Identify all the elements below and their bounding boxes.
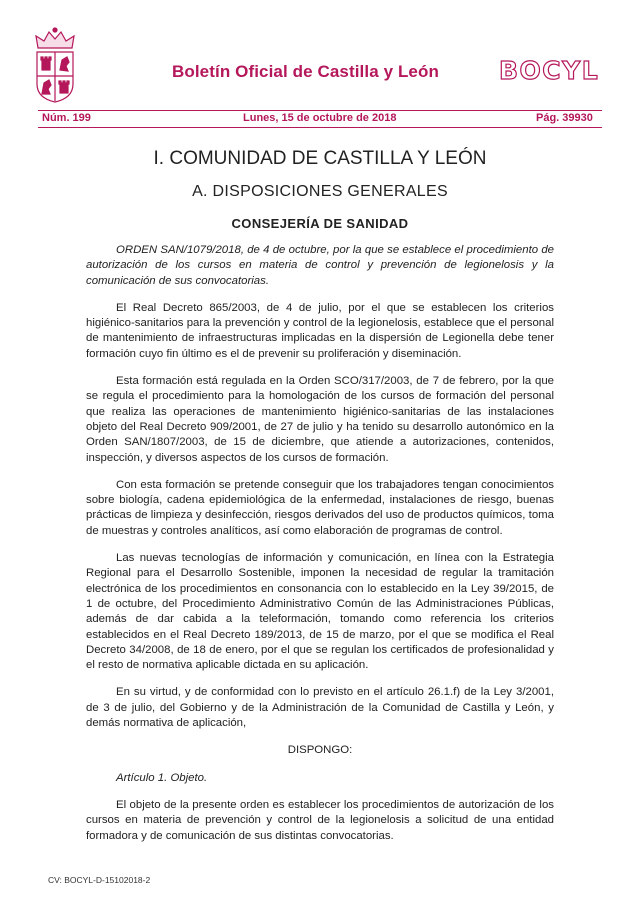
journal-title: Boletín Oficial de Castilla y León	[172, 62, 439, 81]
section-subtitle: A. DISPOSICIONES GENERALES	[192, 183, 448, 200]
coat-of-arms-logo	[30, 26, 80, 106]
paragraph: En su virtud, y de conformidad con lo previsto en el artículo 26.1.f) de la Ley 3/2001, de 3 de julio, del Gobierno y de la Administración de la Comunidad de Castilla y León, y demás normativa de aplicación,	[86, 686, 554, 730]
bocyl-logo-text: BOCYL	[499, 56, 600, 85]
page-number: Pág. 39930	[536, 112, 593, 124]
issue-date: Lunes, 15 de octubre de 2018	[243, 112, 397, 124]
paragraph: Las nuevas tecnologías de información y comunicación, en línea con la Estrategia Regional para el Desarrollo Sostenible, imponen la necesidad de regular la tramitación electrónica de los procedimientos en consonancia con lo establecido en la Ley 39/2015, de 1 de octubre, del Procedimiento Administrativo Común de las Administraciones Públicas, además de dar cabida a la teleformación, tomando como referencia los criterios establecidos en el Real Decreto 189/2013, de 15 de marzo, por el que se modifica el Real Decreto 34/2008, de 18 de enero, por el que se regulan los certificados de profesionalidad y el resto de normativa aplicable dictada en su aplicación.	[86, 552, 554, 672]
paragraph: El Real Decreto 865/2003, de 4 de julio, por el que se establecen los criterios higiénico-sanitarios para la prevención y control de la legionelosis, establece que el personal de mantenimiento de infraestructuras implicadas en la dispersión de Legionella debe tener formación cuyo fin último es el de prevenir su proliferación y diseminación.	[86, 301, 554, 360]
cv-code: CV: BOCYL-D-15102018-2	[48, 875, 151, 885]
paragraph: Esta formación está regulada en la Orden SCO/317/2003, de 7 de febrero, por la que se regula el procedimiento para la homologación de los cursos de formación del personal que realiza las operaciones de mantenimiento higiénico-sanitarias de las instalaciones objeto del Real Decreto 909/2001, de 27 de julio y ha tenido su desarrollo autonómico en la Orden SAN/1807/2003, de 15 de diciembre, que atiende a autorizaciones, contenidos, inspección, y diversos aspectos de los cursos de formación.	[86, 375, 554, 464]
document-body	[86, 243, 554, 856]
header-rule-top	[38, 110, 602, 111]
order-title: ORDEN SAN/1079/2018, de 4 de octubre, por la que se establece el procedimiento de autorización de los cursos en materia de control y prevención de legionelosis y la comunicación de sus convocatorias.	[86, 244, 554, 287]
header-rule-bottom	[38, 127, 602, 128]
dispongo-heading: DISPONGO:	[287, 744, 353, 757]
paragraph: Con esta formación se pretende conseguir que los trabajadores tengan conocimientos sobre biología, cadena epidemiológica de la enfermedad, instalaciones de riesgo, buenas prácticas de limpieza y desinfección, riesgos derivados del uso de productos químicos, toma de muestras y controles analíticos, así como elaboración de programas de control.	[86, 478, 554, 537]
department-heading: CONSEJERÍA DE SANIDAD	[231, 216, 409, 231]
section-title: I. COMUNIDAD DE CASTILLA Y LEÓN	[153, 148, 487, 169]
issue-number: Núm. 199	[42, 112, 91, 124]
article-heading: Artículo 1. Objeto.	[116, 771, 208, 784]
paragraph: El objeto de la presente orden es establecer los procedimientos de autorización de los cursos en materia de prevención y control de la legionelosis a solicitud de una entidad formadora y de comunicación de sus distintas convocatorias.	[86, 798, 554, 842]
